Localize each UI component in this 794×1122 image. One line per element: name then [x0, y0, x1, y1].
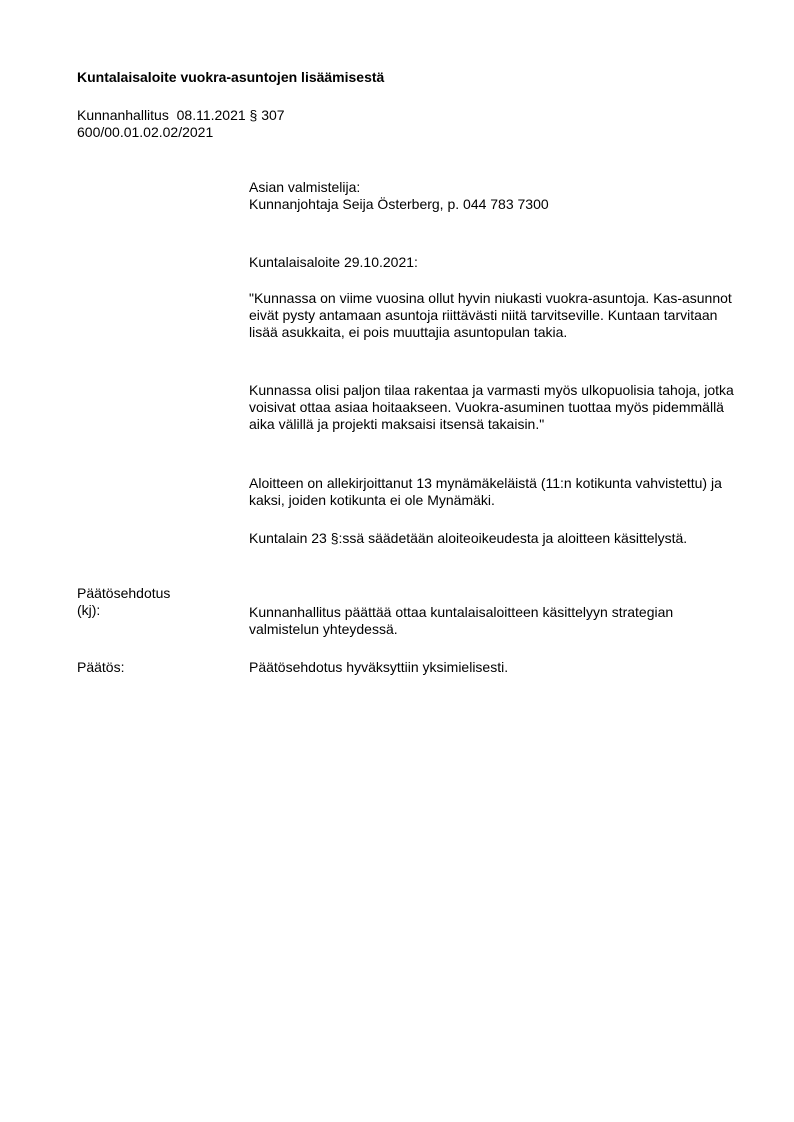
meeting-line: Kunnanhallitus 08.11.2021 § 307: [77, 107, 285, 123]
law-paragraph: [249, 530, 739, 547]
meeting-reference: [77, 107, 285, 141]
document-title: Kuntalaisaloite vuokra-asuntojen lisäämisestä: [77, 69, 385, 85]
signers-paragraph: [249, 475, 739, 509]
signers-text: Aloitteen on allekirjoittanut 13 mynämäkeläistä (11:n kotikunta vahvistettu) ja kaksi, joiden kotikunta ei ole Mynämäki.: [249, 475, 722, 508]
decision-text-block: [249, 659, 739, 676]
preparer-block: [249, 179, 739, 213]
quote-paragraph-1: "Kunnassa on viime vuosina ollut hyvin niukasti vuokra-asuntoja. Kas-asunnot eivät pysty antamaan asuntoja riittävästi niitä tarvitseville. Kuntaan tarvitaan lisää asukkaita, ei pois muuttajia asuntopulan takia.: [249, 290, 732, 340]
initiative-quote-paragraph: [249, 382, 739, 433]
proposal-label-line-1: Päätösehdotus: [77, 585, 171, 601]
initiative-date-text: Kuntalaisaloite 29.10.2021:: [249, 254, 418, 270]
quote-paragraph-2: Kunnassa olisi paljon tilaa rakentaa ja varmasti myös ulkopuolisia tahoja, jotka voisivat ottaa asiaa hoitaakseen. Vuokra-asuminen tuottaa myös pidemmällä aika välillä ja projekti maksaisi itsensä takaisin.": [249, 382, 734, 432]
initiative-date: [249, 254, 739, 271]
preparer-label: Asian valmistelija:: [249, 179, 361, 195]
law-text: Kuntalain 23 §:ssä säädetään aloiteoikeudesta ja aloitteen käsittelystä.: [249, 530, 688, 546]
decision-text: Päätösehdotus hyväksyttiin yksimielisesti.: [249, 659, 509, 675]
initiative-quote-paragraph: [249, 290, 739, 341]
record-number: 600/00.01.02.02/2021: [77, 124, 214, 140]
proposal-text-block: [249, 604, 739, 638]
proposal-label: [77, 585, 242, 619]
preparer-value: Kunnanjohtaja Seija Österberg, p. 044 783 7300: [249, 196, 549, 212]
decision-label: Päätös:: [77, 659, 125, 675]
proposal-text: Kunnanhallitus päättää ottaa kuntalaisaloitteen käsittelyyn strategian valmistelun yhteydessä.: [249, 604, 674, 637]
proposal-label-line-2: (kj):: [77, 602, 101, 618]
